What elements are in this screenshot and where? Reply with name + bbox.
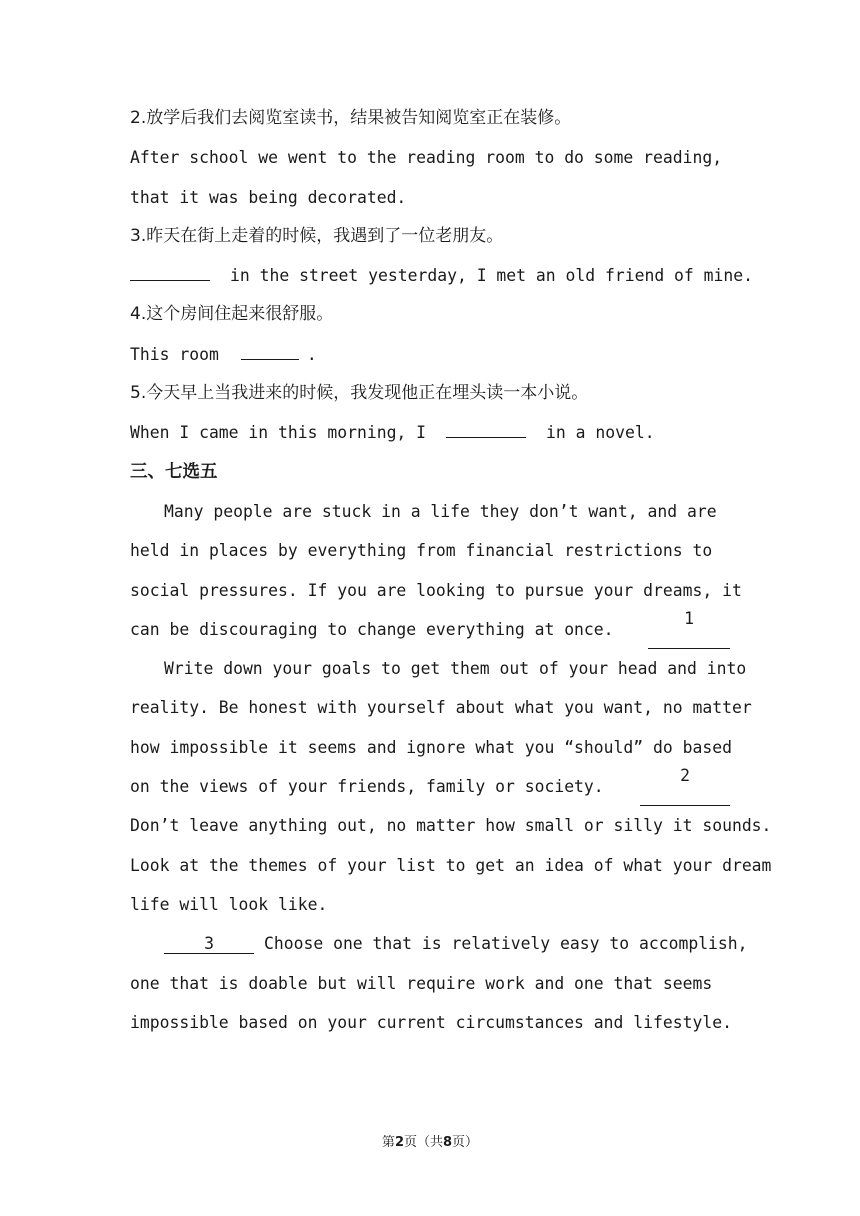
passage-p1-line-3: social pressures. If you are looking to pursue your dreams, it: [130, 580, 742, 600]
q3-answer-line: [130, 256, 754, 295]
q5-answer-line: [130, 413, 730, 452]
q5-blank[interactable]: [446, 437, 526, 438]
q3-blank[interactable]: [130, 280, 210, 281]
q2-prompt: 2.放学后我们去阅览室读书，结果被告知阅览室正在装修。: [130, 108, 572, 128]
passage-p2-line-4-text: on the views of your friends, family or society.: [130, 777, 604, 797]
q4-blank[interactable]: [241, 359, 299, 360]
cloze-blank-3[interactable]: 3: [164, 935, 254, 954]
q4-answer-line: [130, 335, 730, 374]
footer-prefix: 第: [381, 1135, 395, 1150]
cloze-blank-2[interactable]: 2: [640, 767, 730, 806]
passage-p1-line-4: [130, 610, 730, 649]
passage-p3-line-3: impossible based on your current circumstances and lifestyle.: [130, 1012, 732, 1032]
footer-total-pages: 8: [443, 1135, 453, 1150]
page-footer: [0, 1131, 860, 1150]
q5-answer-after: in a novel.: [546, 423, 655, 443]
q4-prompt: 4.这个房间住起来很舒服。: [130, 304, 334, 325]
passage-p3-line-1-text: Choose one that is relatively easy to accomplish,: [264, 934, 748, 954]
document-body: [130, 99, 772, 1042]
q5-answer-before: When I came in this morning, I: [130, 423, 427, 443]
passage-p2-line-6: Look at the themes of your list to get an idea of what your dream: [130, 855, 772, 875]
passage-p1-line-2: held in places by everything from financial restrictions to: [130, 541, 713, 561]
q4-answer-before: This room: [130, 344, 219, 364]
passage-p2-line-2: reality. Be honest with yourself about what you want, no matter: [130, 698, 752, 718]
cloze-blank-1[interactable]: 1: [648, 610, 730, 649]
q3-prompt: 3.昨天在街上走着的时候，我遇到了一位老朋友。: [130, 225, 504, 246]
passage-p2-line-1: Write down your goals to get them out of your head and into: [164, 659, 747, 679]
footer-page-number: 2: [394, 1135, 404, 1150]
footer-middle: 页（共: [403, 1135, 443, 1150]
passage-p2-line-3: how impossible it seems and ignore what you “should” do based: [130, 737, 732, 757]
passage-p2-line-4: [130, 767, 730, 806]
q5-prompt: 5.今天早上当我进来的时候，我发现他正在埋头读一本小说。: [130, 383, 589, 404]
passage-p2-line-5: Don’t leave anything out, no matter how small or silly it sounds.: [130, 816, 772, 836]
q2-answer-line-2: that it was being decorated.: [130, 187, 407, 207]
passage-p3-line-1: [130, 924, 748, 963]
q4-answer-after: .: [306, 344, 317, 364]
passage-p3-line-2: one that is doable but will require work and one that seems: [130, 973, 713, 993]
passage-p1-line-4-text: can be discouraging to change everything at once.: [130, 619, 614, 639]
passage-p2-line-7: life will look like.: [130, 894, 328, 914]
passage-p1-line-1: Many people are stuck in a life they don’t want, and are: [164, 501, 717, 521]
q2-answer-line-1: After school we went to the reading room to do some reading,: [130, 148, 723, 168]
q3-answer-text: in the street yesterday, I met an old friend of mine.: [230, 266, 754, 286]
footer-suffix: 页）: [452, 1135, 479, 1150]
section-heading: 三、七选五: [130, 461, 218, 482]
